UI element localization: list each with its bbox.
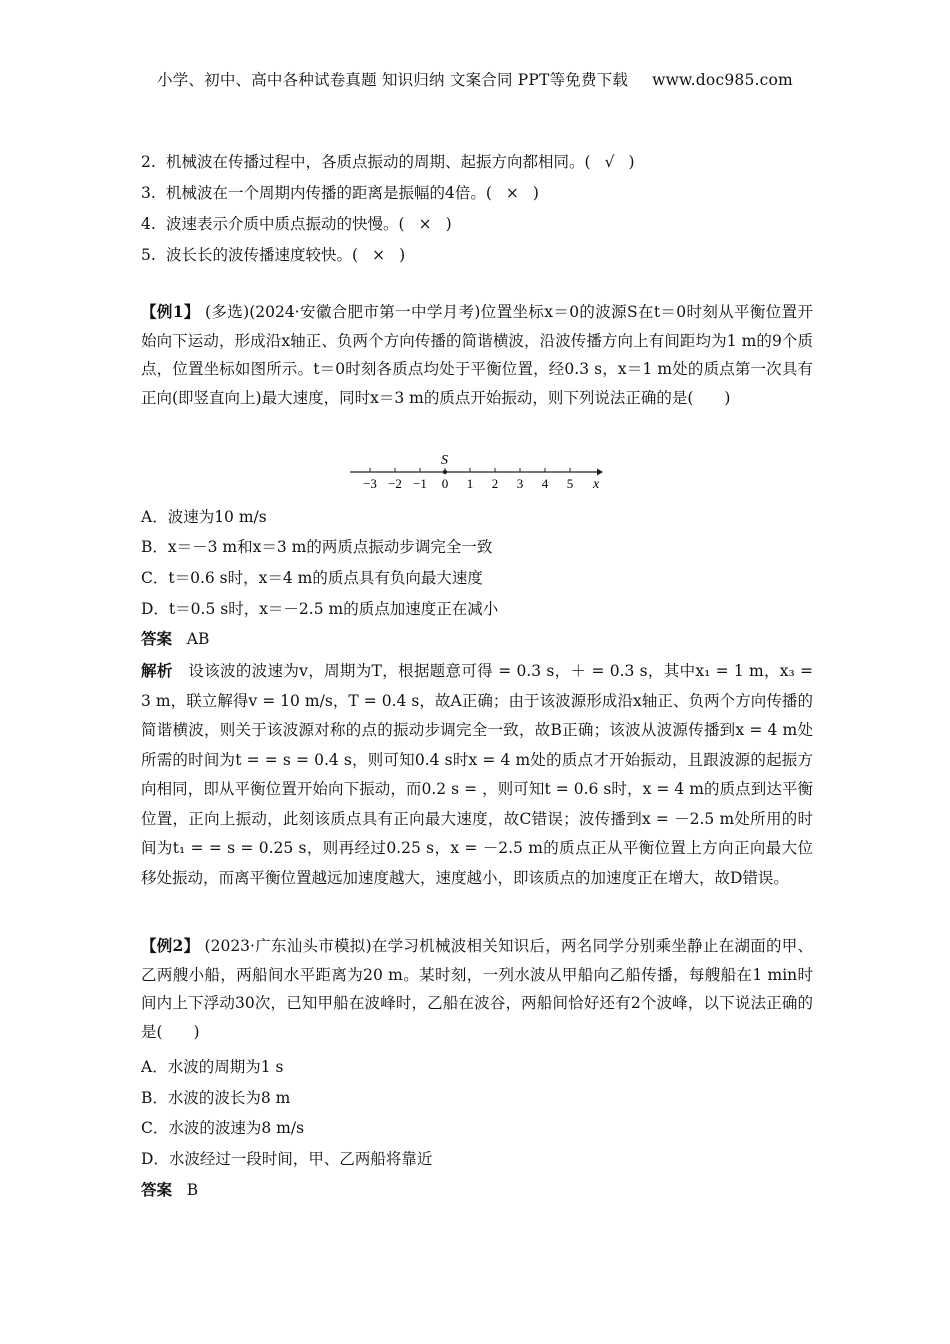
header-promo-text: 小学、初中、高中各种试卷真题 知识归纳 文案合同 PPT等免费下载 [157,71,629,89]
cross-mark: × [372,246,386,264]
tick-label: −3 [363,476,377,491]
example1-option-b: B．x＝－3 m和x＝3 m的两质点振动步调完全一致 [141,538,493,556]
judgment-item: 3. 机械波在一个周期内传播的距离是振幅的4倍。( × ) [141,184,539,202]
check-mark: √ [604,153,615,171]
example2-option-b: B．水波的波长为8 m [141,1089,291,1107]
example1-tag: (多选) [205,303,250,321]
axis-label-x: x [593,477,600,492]
example1-analysis: 解析 设该波的波速为v，周期为T，根据题意可得 = 0.3 s，＋ = 0.3 s，其中x₁ = 1 m，x₃ = 3 m，联立解得v = 10 m/s，T = 0.4 s，故A正确；由于该波源形成沿x轴正、负两个方向传播的简谐横波，则关于该波源对称的点的振动步调完全一致，故B正确；该波从波源传播到x = 4 m处所需的时间为t = = s = 0.4 s，则可知0.4 s时x = 4 m处的质点才开始振动，且跟波源的起振方向相同，即从平衡位置开始向下振动，而0.2 s = ，则可知t = 0.6 s时，x = 4 m的质点到达平衡位置，正向上振动，此刻该质点具有正向最大速度，故C错误；波传播到x = －2.5 m处所用的时间为t₁ = = s = 0.25 s，则再经过0.25 s，x = －2.5 m的质点正从平衡位置上方向正向最大位移处振动，而离平衡位置越远加速度越大，速度越小，即该质点的加速度正在增大，故D错误。 [141,661,813,887]
tick-label: 3 [516,476,524,491]
header-site-url: www.doc985.com [652,71,793,89]
cross-mark: × [505,184,519,202]
judgment-item: 4. 波速表示介质中质点振动的快慢。( × ) [141,215,452,233]
example1-label: 【例1】 [141,302,200,321]
tick-label: 0 [441,476,449,491]
tick-label: −1 [413,476,427,491]
example2-option-c: C．水波的波速为8 m/s [141,1119,305,1137]
tick-label: 4 [541,476,549,491]
example1-answer: 答案 AB [141,629,210,648]
coordinate-axis-figure [345,452,605,492]
example1-option-c: C．t＝0.6 s时，x＝4 m的质点具有负向最大速度 [141,569,483,587]
example1-option-a: A．波速为10 m/s [141,508,267,526]
example2-option-d: D．水波经过一段时间，甲、乙两船将靠近 [141,1150,433,1168]
example1-option-d: D．t＝0.5 s时，x＝－2.5 m的质点加速度正在减小 [141,600,499,618]
example1-stem [141,298,813,412]
cross-mark: × [418,215,432,233]
example2-option-a: A．水波的周期为1 s [141,1058,284,1076]
example2-stem [141,932,813,1046]
example1-source: (2024·安徽合肥市第一中学月考) [249,303,481,321]
tick-label: 2 [491,476,499,491]
tick-label: 1 [466,476,474,491]
example2-answer: 答案 B [141,1180,199,1199]
page-header [0,68,950,90]
x-axis-arrow [597,469,603,476]
example2-question: 在学习机械波相关知识后，两名同学分别乘坐静止在湖面的甲、乙两艘小船，两船间水平距离为20 m。某时刻，一列水波从甲船向乙船传播，每艘船在1 min时间内上下浮动30次，已知甲船在波峰时，乙船在波谷，两船间恰好还有2个波峰，以下说法正确的是( ) [141,937,813,1041]
judgment-item: 5. 波长长的波传播速度较快。( × ) [141,246,406,264]
judgment-item: 2. 机械波在传播过程中，各质点振动的周期、起振方向都相同。( √ ) [141,153,635,171]
example2-source: (2023·广东汕头市模拟) [204,937,372,955]
source-point [443,470,447,474]
tick-label: 5 [566,476,574,491]
example1-question: 位置坐标x＝0的波源S在t＝0时刻从平衡位置开始向下运动，形成沿x轴正、负两个方向传播的简谐横波，沿波传播方向上有间距均为1 m的9个质点，位置坐标如图所示。t＝0时刻各质点均处于平衡位置，经0.3 s，x＝1 m处的质点第一次具有正向(即竖直向上)最大速度，同时x＝3 m的质点开始振动，则下列说法正确的是( ) [141,303,813,407]
tick-label: −2 [388,476,402,491]
example2-label: 【例2】 [141,936,200,955]
source-label: S [441,453,448,468]
